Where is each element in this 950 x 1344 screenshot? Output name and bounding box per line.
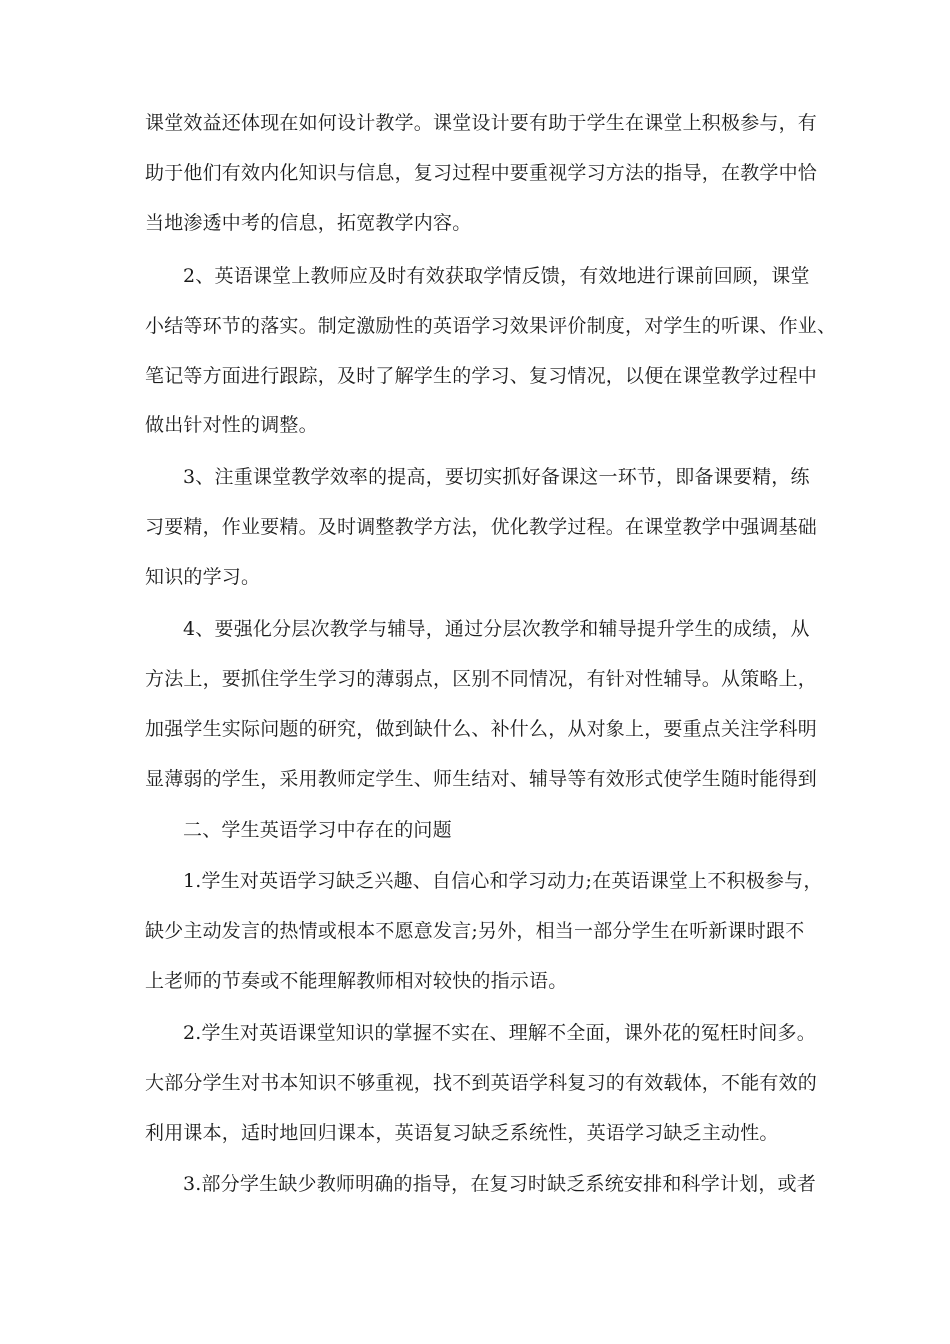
paragraph-line: 3、注重课堂教学效率的提高，要切实抓好备课这一环节，即备课要精，练 <box>183 466 810 488</box>
paragraph-line: 2、英语课堂上教师应及时有效获取学情反馈，有效地进行课前回顾，课堂 <box>183 265 810 287</box>
paragraph-line: 4、要强化分层次教学与辅导，通过分层次教学和辅导提升学生的成绩，从 <box>183 618 810 640</box>
paragraph-line: 方法上，要抓住学生学习的薄弱点，区别不同情况，有针对性辅导。从策略上， <box>145 668 818 690</box>
paragraph-line: 加强学生实际问题的研究，做到缺什么、补什么，从对象上，要重点关注学科明 <box>145 718 818 740</box>
paragraph-line: 笔记等方面进行跟踪，及时了解学生的学习、复习情况，以便在课堂教学过程中 <box>145 365 818 387</box>
section-heading: 二、学生英语学习中存在的问题 <box>183 819 452 841</box>
paragraph-line: 课堂效益还体现在如何设计教学。课堂设计要有助于学生在课堂上积极参与，有 <box>145 112 818 134</box>
paragraph-line: 知识的学习。 <box>145 566 261 588</box>
paragraph-line: 大部分学生对书本知识不够重视，找不到英语学科复习的有效载体，不能有效的 <box>145 1072 818 1094</box>
paragraph-line: 助于他们有效内化知识与信息，复习过程中要重视学习方法的指导，在教学中恰 <box>145 162 818 184</box>
paragraph-line: 习要精，作业要精。及时调整教学方法，优化教学过程。在课堂教学中强调基础 <box>145 516 818 538</box>
paragraph-line: 1.学生对英语学习缺乏兴趣、自信心和学习动力;在英语课堂上不积极参与， <box>183 870 823 892</box>
paragraph-line: 缺少主动发言的热情或根本不愿意发言;另外，相当一部分学生在听新课时跟不 <box>145 920 805 942</box>
paragraph-line: 小结等环节的落实。制定激励性的英语学习效果评价制度，对学生的听课、作业、 <box>145 315 837 337</box>
paragraph-line: 3.部分学生缺少教师明确的指导，在复习时缺乏系统安排和科学计划，或者 <box>183 1173 816 1195</box>
paragraph-line: 利用课本，适时地回归课本，英语复习缺乏系统性，英语学习缺乏主动性。 <box>145 1122 779 1144</box>
paragraph-line: 当地渗透中考的信息，拓宽教学内容。 <box>145 212 472 234</box>
paragraph-line: 上老师的节奏或不能理解教师相对较快的指示语。 <box>145 970 568 992</box>
paragraph-line: 做出针对性的调整。 <box>145 414 318 436</box>
paragraph-line: 2.学生对英语课堂知识的掌握不实在、理解不全面，课外花的冤枉时间多。 <box>183 1022 816 1044</box>
paragraph-line: 显薄弱的学生，采用教师定学生、师生结对、辅导等有效形式使学生随时能得到 <box>145 768 818 790</box>
